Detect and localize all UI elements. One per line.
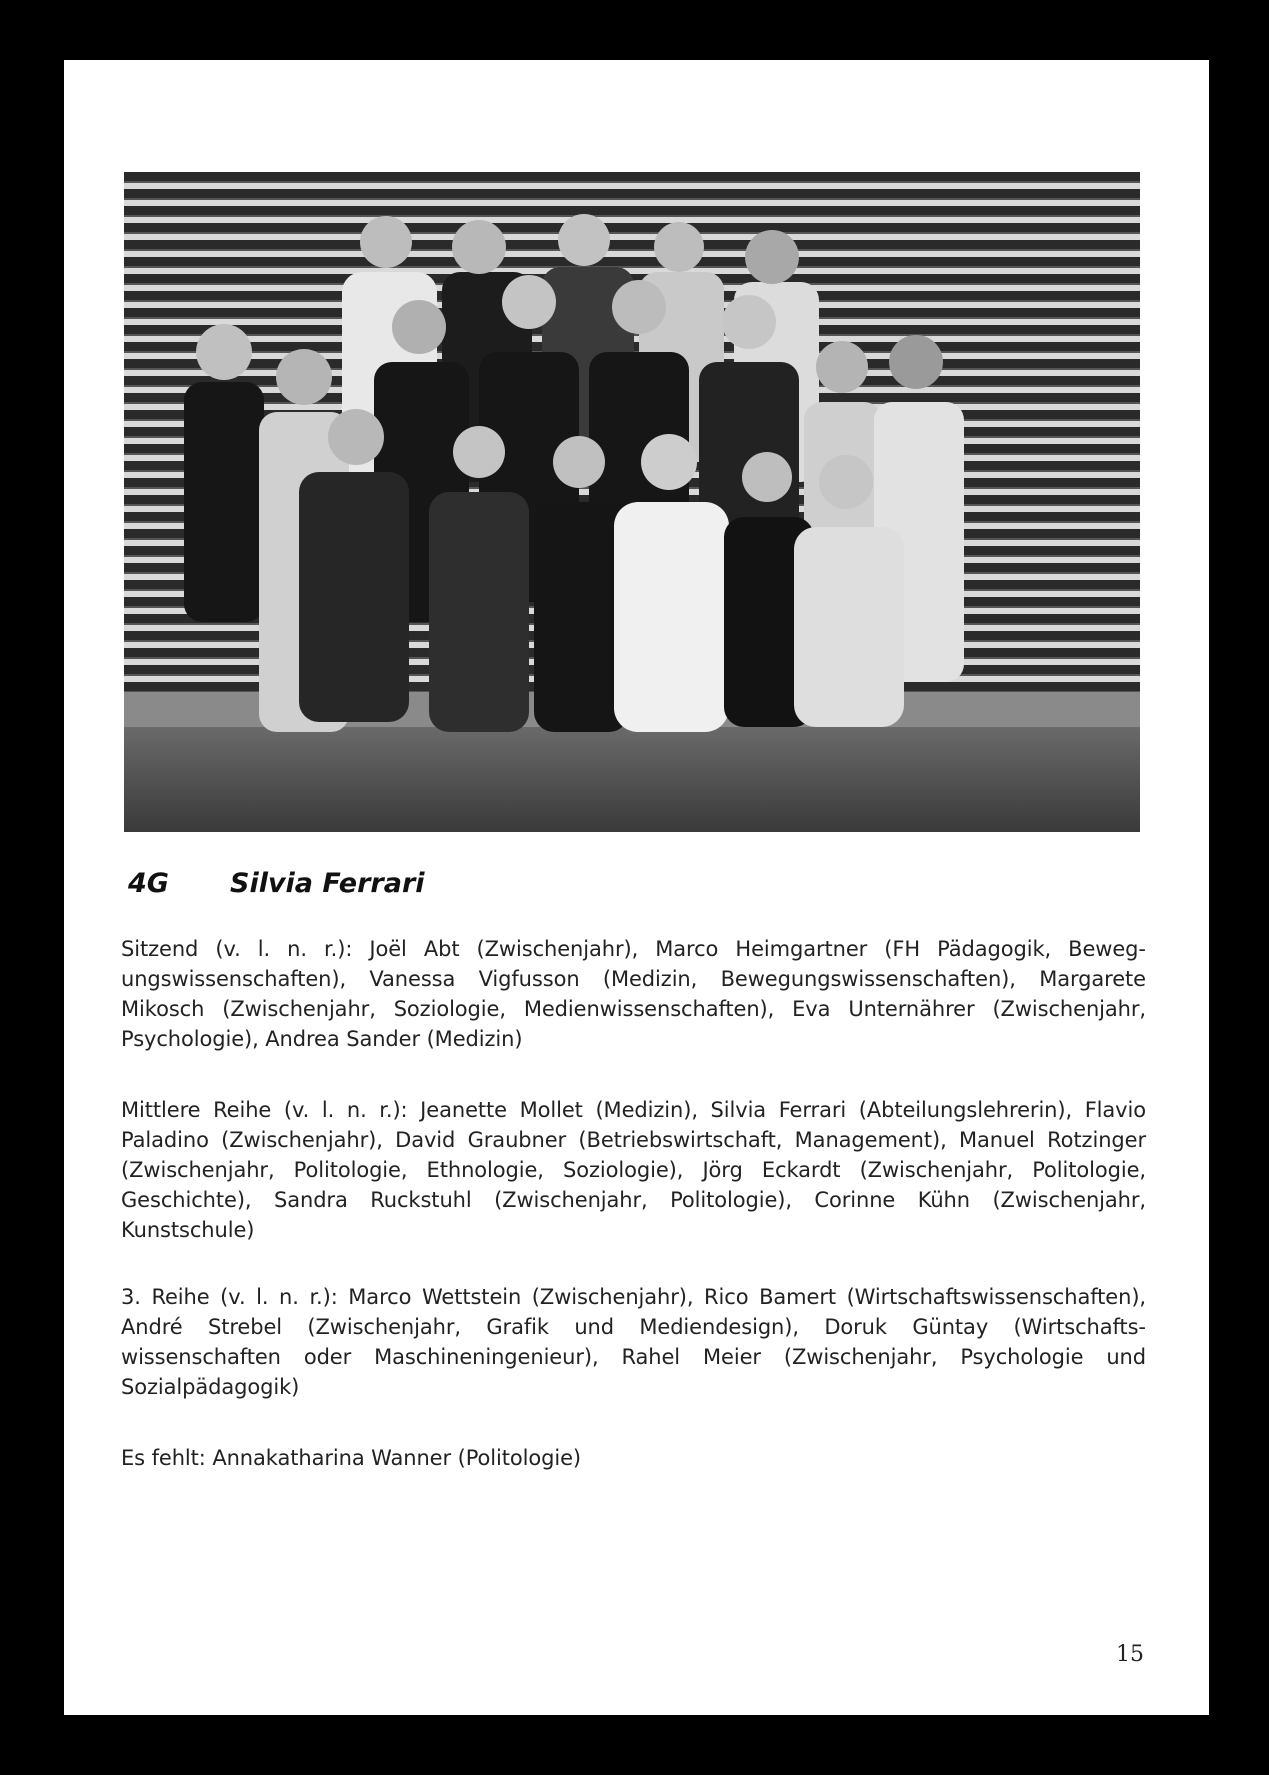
section-heading (128, 868, 1028, 908)
page-number: 15 (1116, 1642, 1144, 1667)
teacher-name: Silvia Ferrari (230, 868, 425, 899)
caption-third-row: 3. Reihe (v. l. n. r.): Marco Wettstein (Zwischenjahr), Rico Bamert (Wirtschaftswissenschaften), André Strebel (Zwischenjahr, Grafik und Mediendesign), Doruk Güntay (Wirtschaftswissenschaften oder Maschineningenieur), Rahel Meier (Zwischenjahr, Psychologie und Sozialpädagogik) (121, 1285, 1146, 1399)
class-code: 4G (128, 868, 169, 899)
caption-missing: Es fehlt: Annakatharina Wanner (Politologie) (121, 1446, 581, 1470)
caption-seated-row: Sitzend (v. l. n. r.): Joël Abt (Zwischenjahr), Marco Heimgartner (FH Pädagogik, Bewegungswissenschaften), Vanessa Vigfusson (Medizin, Bewegungswissenschaften), Margarete Mikosch (Zwischenjahr, Soziologie, Medienwissenschaften), Eva Unternährer (Zwischenjahr, Psychologie), Andrea Sander (Medizin) (121, 937, 1146, 1051)
caption-middle-row: Mittlere Reihe (v. l. n. r.): Jeanette Mollet (Medizin), Silvia Ferrari (Abteilungslehrerin), Flavio Paladino (Zwischenjahr), David Graubner (Betriebswirtschaft, Management), Manuel Rotzinger (Zwischenjahr, Politologie, Ethnologie, Soziologie), Jörg Eckardt (Zwischenjahr, Politologie, Geschichte), Sandra Ruckstuhl (Zwischenjahr, Politologie), Corinne Kühn (Zwischenjahr, Kunstschule) (121, 1098, 1146, 1242)
class-photo-illustration (124, 172, 1140, 832)
document-page (64, 60, 1209, 1715)
class-group-photo (124, 172, 1140, 832)
